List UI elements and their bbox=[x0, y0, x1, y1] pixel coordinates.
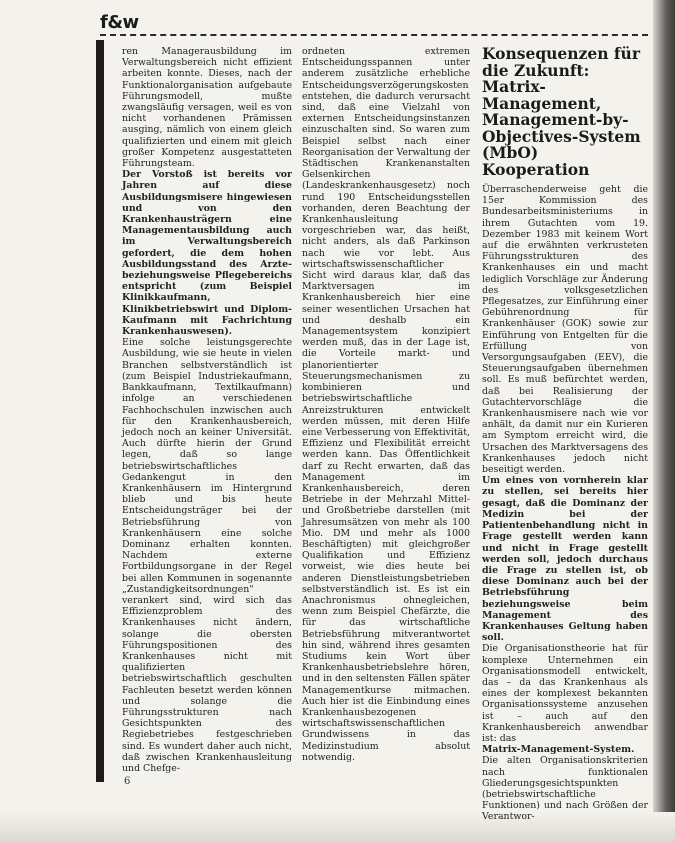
paragraph: ren Managerausbildung im Verwaltungsbereich nicht effizient arbeiten konnte. Dieses, nach der Funktionalorganisation aufgebaute Führungsmodell, mußte zwangsläufig versagen, weil es von nicht vorhandenen Prämissen ausging, nämlich von einem gleich qualifizierten und einem mit gleich großer Kompetenz ausgestatteten Führungsteam. bbox=[122, 46, 292, 170]
text-column-1 bbox=[122, 46, 292, 774]
page-number: 6 bbox=[124, 776, 131, 787]
paragraph: ordneten extremen Entscheidungsspannen unter anderem zusätzliche erhebliche Entscheidungsverzögerungskosten entstehen, die dadurch verursacht sind, daß eine Vielzahl von externen Entscheidungsinstanzen einzuschalten sind. So waren zum Beispiel selbst nach einer Reorganisation der Verwaltung der Städtischen Krankenanstalten Gelsenkirchen (Landeskrankenhausgesetz) noch rund 190 Entscheidungsstellen vorhanden, deren Beachtung der Krankenhausleitung vorgeschrieben war, das heißt, nicht anders, als daß Parkinson nach wie vor lebt. Aus wirtschaftswissenschaftlicher Sicht wird daraus klar, daß das Marktversagen im Krankenhausbereich hier eine seiner wesentlichen Ursachen hat und deshalb ein Managementsystem konzipiert werden muß, das in der Lage ist, die Vorteile markt- und planorientierter Steuerungsmechanismen zu kombinieren und betriebswirtschaftliche Anreizstrukturen entwickelt werden müssen, mit deren Hilfe eine Verbesserung von Effektivität, Effizienz und Flexibilität erreicht werden kann. Das Öffentlichkeit darf zu Recht erwarten, daß das Management im Krankenhausbereich, deren Betriebe in der Mehrzahl Mittel- und Großbetriebe darstellen (mit Jahresumsätzen von mehr als 100 Mio. DM und mehr als 1000 Beschäftigten) mit gleichgroßer Qualifikation und Effizienz vorweist, wie dies heute bei anderen Dienstleistungsbetrieben selbstverständlich ist. Es ist ein Anachronismus ohnegleichen, wenn zum Beispiel Chefärzte, die für das wirtschaftliche Betriebsführung mitverantwortet hin sind, während ihres gesamten Studiums kein Wort über Krankenhausbetriebslehre hören, und in den seltensten Fällen später Managementkurse mitmachen. Auch hier ist die Einbindung eines Krankenhausbezogenen wirtschaftswissenschaftlichen Grundwissens in das Medizinstudium absolut notwendig. bbox=[302, 46, 470, 763]
paragraph: Eine solche leistungsgerechte Ausbildung, wie sie heute in vielen Branchen selbstverständlich ist (zum Beispiel Industriekaufmann, Bankkaufmann, Textilkaufmann) infolge an verschiedenen Fachhochschulen inzwischen auch für den Krankenhausbereich, jedoch noch an keiner Universität. Auch dürfte hierin der Grund legen, daß so lange betriebswirtschaftliches Gedankengut in den Krankenhäusern im Hintergrund blieb und bis heute Entscheidungsträger bei der Betriebsführung von Krankenhäusern eine solche Dominanz erhalten konnten. Nachdem externe Fortbildungsorgane in der Regel bei allen Kommunen in sogenannte „Zustandigkeitsordnungen" verankert sind, wird sich das Effizienzproblem des Krankenhauses nicht ändern, solange die obersten Führungspositionen des Krankenhauses nicht mit qualifizierten betriebswirtschaftlich geschulten Fachleuten besetzt werden können und solange die Führungsstrukturen nach Gesichtspunkten des Regiebetriebes festgeschrieben sind. Es wundert daher auch nicht, daß zwischen Krankenhausleitung und Chefge- bbox=[122, 337, 292, 774]
paragraph: Überraschenderweise geht die 15er Kommission des Bundesarbeitsministeriums in ihrem Gutachten vom 19. Dezember 1983 mit keinem Wort auf die erwähnten verkrusteten Führungsstrukturen des Krankenhauses ein und macht lediglich Vorschläge zur Änderung des volksgesetzlichen Pflegesatzes, zur Einführung einer Gebührenordnung für Krankenhäuser (GOK) sowie zur Einführung von Entgelten für die Erfüllung von Versorgungsaufgaben (EEV), die Steuerungsaufgaben übernehmen soll. Es muß befürchtet werden, daß bei Realisierung der Gutachtervorschläge die Krankenhausmisere nach wie vor anhält, da damit nur ein Kurieren am Symptom erreicht wird, die Ursachen des Marktversagens des Krankenhauses jedoch nicht beseitigt werden. bbox=[482, 184, 648, 476]
paragraph: Die alten Organisationskriterien nach funktionalen Gliederungsgesichtspunkten (betriebswirtschaftliche Funktionen) und nach Größen der Verantwor- bbox=[482, 755, 648, 823]
bold-term: Matrix-Management-System. bbox=[482, 744, 635, 756]
text-column-2 bbox=[302, 46, 470, 768]
masthead-logo: f&w bbox=[100, 12, 139, 33]
bold-paragraph: Um eines von vornherein klar zu stellen, sei bereits hier gesagt, daß die Dominanz der Medizin bei der Patientenbehandlung nicht in Frage gestellt werden kann und nicht in Frage gestellt werden soll, jedoch durchaus die Frage zu stellen ist, ob diese Dominanz auch bei der Betriebsführung beziehungsweise beim Management des Krankenhauses Geltung haben soll. bbox=[482, 475, 648, 644]
margin-bar bbox=[96, 40, 104, 782]
paragraph: Die Organisationstheorie hat für komplexe Unternehmen ein Organisationsmodell entwickelt, das – da das Krankenhaus als eines der komplexest bekannten Organisationssysteme anzusehen ist – auch auf den Krankenhausbereich anwendbar ist: das bbox=[482, 643, 648, 744]
bold-paragraph: Der Vorstoß ist bereits vor Jahren auf diese Ausbildungsmisere hingewiesen und von den Krankenhausträgern eine Managementausbildung auch im Verwaltungsbereich gefordert, die dem hohen Ausbildungsstand des Arzte- beziehungsweise Pflegebereichs entspricht (zum Beispiel Klinikkaufmann, Klinikbetriebswirt und Diplom-Kaufmann mit Fachrichtung Krankenhauswesen). bbox=[122, 169, 292, 338]
header-rule bbox=[100, 34, 648, 36]
text-column-3 bbox=[482, 44, 648, 823]
page-edge-shadow bbox=[653, 0, 675, 842]
section-heading: Konsequenzen für die Zukunft: Matrix-Management, Management-by-Objectives-System (MbO) Kooperation bbox=[482, 44, 641, 179]
